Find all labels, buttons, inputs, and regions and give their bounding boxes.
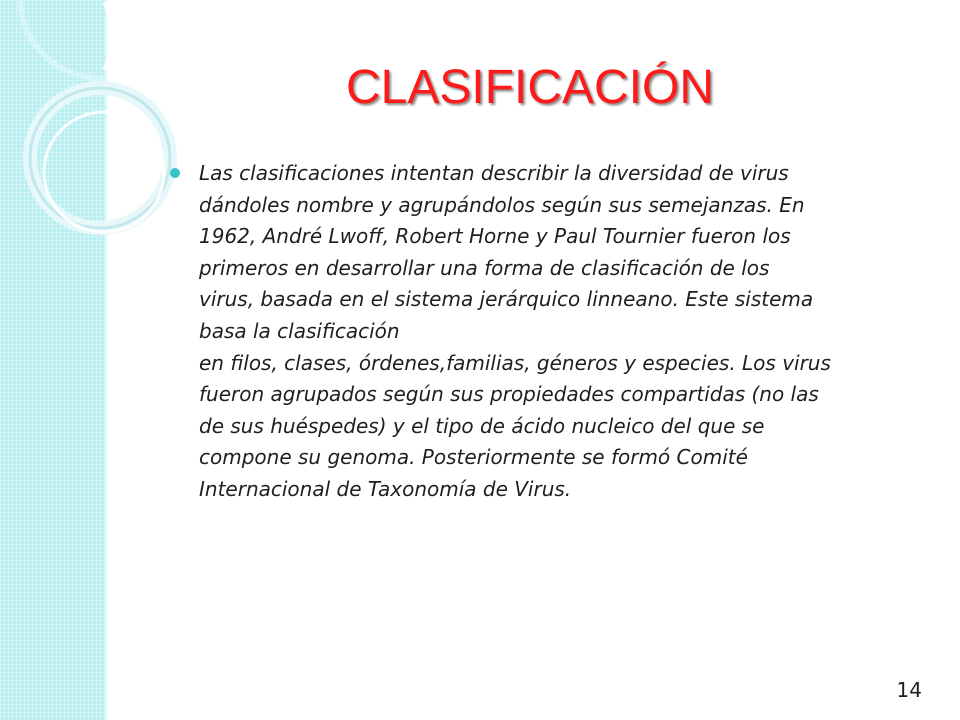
bullet-text: Las clasificaciones intentan describir la diversidad de virus dándoles nombre y agrupándolos según sus semejanzas. En 1962, André Lwoff, Robert Horne y Paul Tournier fueron los primeros en desarrollar una forma de clasificación de los virus, basada en el sistema jerárquico linneano. Este sistema basa la clasificación en filos, clases, órdenes,familias, géneros y especies. Los virus fueron agrupados según sus propiedades compartidas (no las de sus huéspedes) y el tipo de ácido nucleico del que se compone su genoma. Posteriormente se formó Comité Internacional de Taxonomía de Virus. bbox=[199, 161, 831, 501]
ring-top-arc bbox=[104, 2, 113, 70]
ring-top-soft bbox=[20, 0, 104, 78]
page-number: 14 bbox=[896, 678, 922, 702]
ring-lower bbox=[44, 112, 164, 232]
ring-middle-outline bbox=[30, 88, 170, 228]
decorative-rings bbox=[0, 0, 200, 260]
bullet-dot-icon bbox=[170, 168, 180, 178]
slide-title: CLASIFICACIÓN bbox=[345, 61, 715, 114]
